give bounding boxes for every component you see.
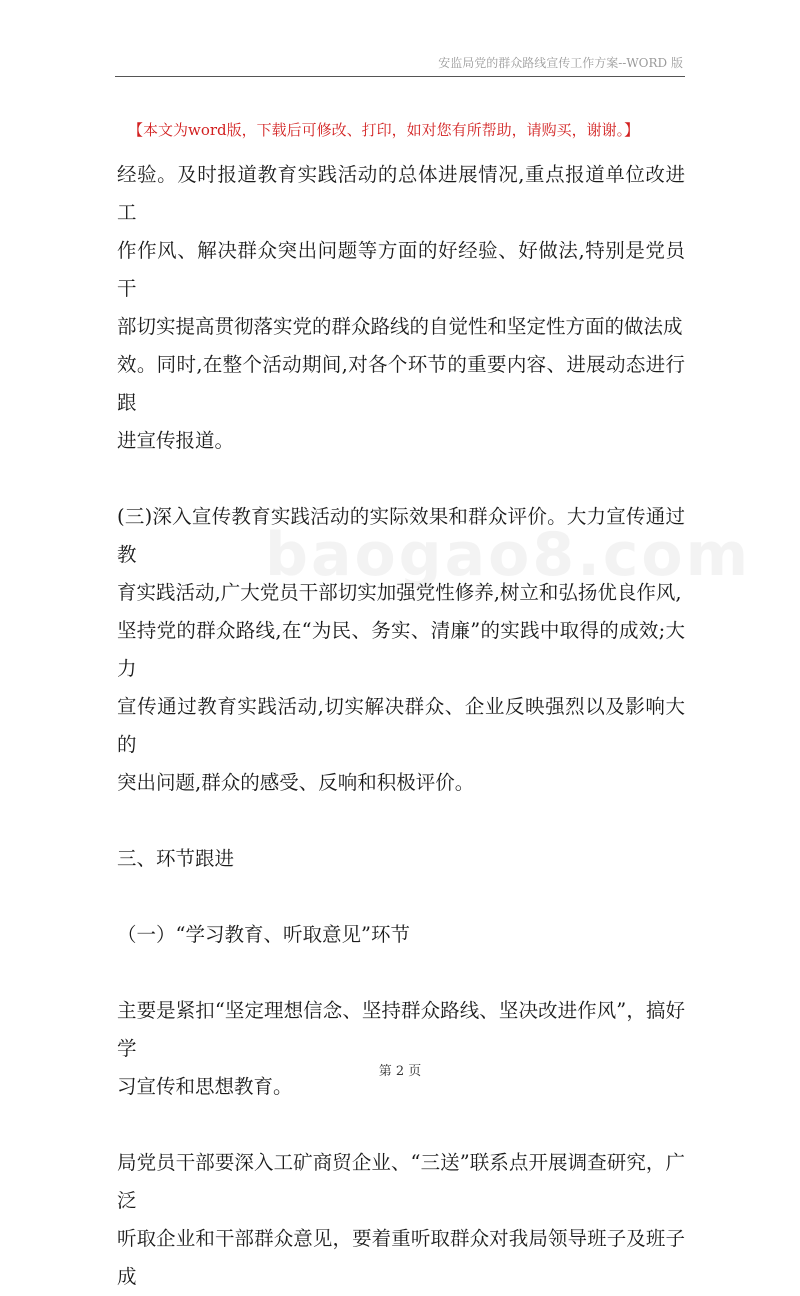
- section-heading-text: 三、环节跟进: [117, 847, 235, 870]
- text-line: 局党员干部要深入工矿商贸企业、“三送”联系点开展调查研究，广泛: [117, 1151, 685, 1212]
- text-line: 突出问题,群众的感受、反响和积极评价。: [117, 771, 475, 794]
- paragraph-3: [117, 992, 685, 1106]
- page-footer: [0, 1060, 800, 1079]
- paragraph-2: [117, 498, 685, 802]
- page-header: [115, 50, 685, 77]
- section-heading: [117, 840, 685, 878]
- paragraph-1: [117, 156, 685, 460]
- text-line: 效。同时,在整个活动期间,对各个环节的重要内容、进展动态进行跟: [117, 353, 685, 414]
- download-notice: 【本文为word版，下载后可修改、打印，如对您有所帮助，请购买，谢谢。】: [128, 121, 640, 139]
- document-body: [117, 156, 685, 1296]
- subsection-heading: [117, 916, 685, 954]
- text-line: 习宣传和思想教育。: [117, 1075, 293, 1098]
- header-title: 安监局党的群众路线宣传工作方案--WORD 版: [438, 56, 683, 70]
- text-line: 宣传通过教育实践活动,切实解决群众、企业反映强烈以及影响大的: [117, 695, 685, 756]
- text-line: 进宣传报道。: [117, 429, 235, 452]
- page-number: 第 2 页: [378, 1064, 422, 1079]
- text-line: 育实践活动,广大党员干部切实加强党性修养,树立和弘扬优良作风,: [117, 581, 682, 604]
- text-line: 作作风、解决群众突出问题等方面的好经验、好做法,特别是党员干: [117, 239, 685, 300]
- text-line: 坚持党的群众路线,在“为民、务实、清廉”的实践中取得的成效;大力: [117, 619, 685, 680]
- text-line: 主要是紧扣“坚定理想信念、坚持群众路线、坚决改进作风”，搞好学: [117, 999, 685, 1060]
- text-line: 听取企业和干部群众意见，要着重听取群众对我局领导班子及班子成: [117, 1227, 685, 1288]
- text-line: (三)深入宣传教育实践活动的实际效果和群众评价。大力宣传通过教: [117, 505, 685, 566]
- text-line: 部切实提高贯彻落实党的群众路线的自觉性和坚定性方面的做法成: [117, 315, 683, 338]
- text-line: 经验。及时报道教育实践活动的总体进展情况,重点报道单位改进工: [117, 163, 685, 224]
- paragraph-4: [117, 1144, 685, 1296]
- subsection-heading-text: （一）“学习教育、听取意见”环节: [117, 923, 410, 946]
- watermark: baogao8.com: [265, 520, 752, 590]
